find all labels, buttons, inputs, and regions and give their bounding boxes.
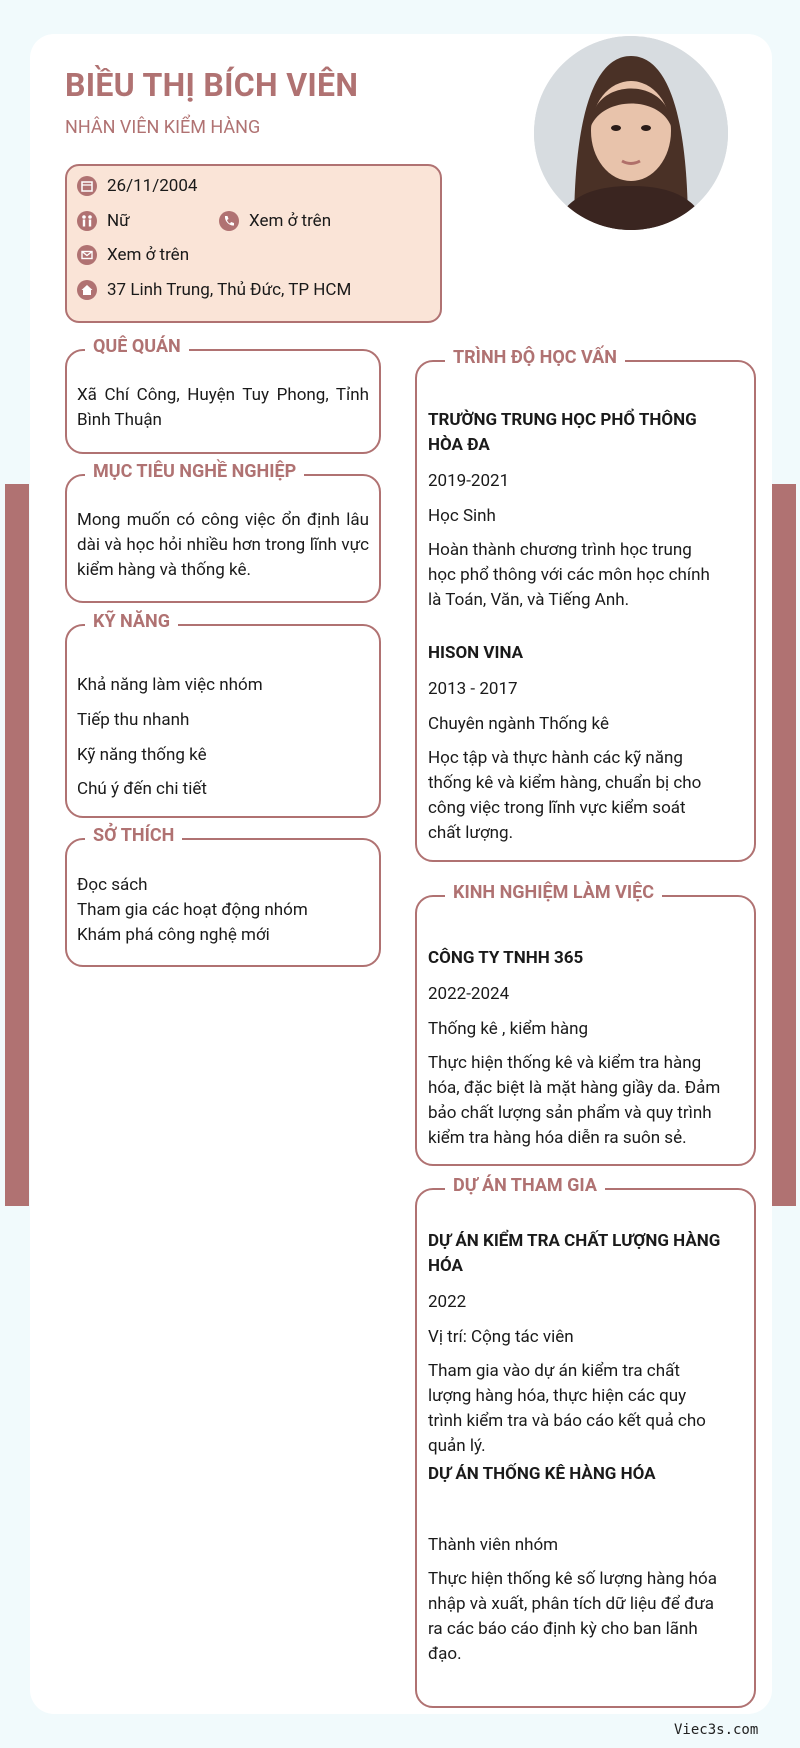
contact-phone: Xem ở trên — [219, 211, 331, 231]
projects-title: DỰ ÁN THAM GIA — [445, 1175, 605, 1196]
hobbies-section — [65, 825, 381, 967]
hometown-title: QUÊ QUÁN — [85, 336, 189, 357]
skills-section — [65, 611, 381, 818]
hobbies-title: SỞ THÍCH — [85, 825, 182, 846]
hobby-item: Khám phá công nghệ mới — [77, 925, 270, 945]
education-position: Chuyên ngành Thống kê — [428, 714, 609, 734]
hometown-section — [65, 336, 381, 454]
experience-position: Thống kê , kiểm hàng — [428, 1019, 589, 1039]
education-section — [415, 347, 756, 862]
projects-section — [415, 1175, 756, 1708]
objective-text: Mong muốn có công việc ổn định lâu dài và học hỏi nhiều hơn trong lĩnh vực kiểm hàng và thống kê. — [77, 510, 369, 580]
candidate-name: BIỀU THỊ BÍCH VIÊN — [65, 66, 359, 104]
contact-email: Xem ở trên — [77, 245, 189, 265]
experience-period: 2022-2024 — [428, 984, 510, 1004]
home-icon — [77, 280, 97, 300]
project-name: DỰ ÁN THỐNG KÊ HÀNG HÓA — [428, 1464, 656, 1484]
experience-title: KINH NGHIỆM LÀM VIỆC — [445, 882, 662, 903]
education-school: HISON VINA — [428, 643, 524, 663]
project-name: DỰ ÁN KIỂM TRA CHẤT LƯỢNG HÀNG HÓA — [428, 1231, 721, 1276]
calendar-icon — [77, 176, 97, 196]
watermark: Viec3s.com — [674, 1722, 759, 1738]
education-period: 2013 - 2017 — [428, 679, 518, 699]
phone-icon — [219, 211, 239, 231]
objective-section — [65, 461, 381, 603]
education-description: Hoàn thành chương trình học trung học phổ thông với các môn học chính là Toán, Văn, và Tiếng Anh. — [428, 540, 710, 610]
experience-description: Thực hiện thống kê và kiểm tra hàng hóa, đặc biệt là mặt hàng giầy da. Đảm bảo chất lượng sản phẩm và quy trình kiểm tra hàng hóa diễn ra suôn sẻ. — [428, 1053, 721, 1148]
contact-address: 37 Linh Trung, Thủ Đức, TP HCM — [77, 280, 351, 300]
skill-item: Khả năng làm việc nhóm — [77, 675, 263, 695]
experience-section — [415, 882, 756, 1166]
project-position: Vị trí: Cộng tác viên — [428, 1327, 574, 1347]
hobby-item: Đọc sách — [77, 875, 148, 895]
project-position: Thành viên nhóm — [428, 1535, 559, 1555]
project-period: 2022 — [428, 1292, 467, 1312]
hometown-text: Xã Chí Công, Huyện Tuy Phong, Tỉnh Bình Thuận — [77, 385, 369, 430]
education-period: 2019-2021 — [428, 471, 510, 491]
education-title: TRÌNH ĐỘ HỌC VẤN — [445, 347, 625, 368]
candidate-role: NHÂN VIÊN KIỂM HÀNG — [65, 117, 261, 138]
skill-item: Tiếp thu nhanh — [77, 710, 190, 730]
profile-photo — [534, 36, 728, 230]
experience-company: CÔNG TY TNHH 365 — [428, 948, 584, 968]
project-description: Tham gia vào dự án kiểm tra chất lượng hàng hóa, thực hiện các quy trình kiểm tra và báo cáo kết quả cho quản lý. — [428, 1361, 706, 1456]
project-description: Thực hiện thống kê số lượng hàng hóa nhập và xuất, phân tích dữ liệu để đưa ra các báo cáo định kỳ cho ban lãnh đạo. — [428, 1569, 717, 1664]
decorative-bar-right — [772, 484, 796, 1206]
education-position: Học Sinh — [428, 506, 496, 526]
objective-title: MỤC TIÊU NGHỀ NGHIỆP — [85, 461, 304, 482]
contact-birthday: 26/11/2004 — [77, 176, 197, 196]
gender-icon — [77, 211, 97, 231]
skill-item: Kỹ năng thống kê — [77, 745, 207, 765]
education-description: Học tập và thực hành các kỹ năng thống kê và kiểm hàng, chuẩn bị cho công việc trong lĩnh vực kiểm soát chất lượng. — [428, 748, 702, 843]
education-school: TRƯỜNG TRUNG HỌC PHỔ THÔNG HÒA ĐA — [428, 410, 697, 455]
hobby-item: Tham gia các hoạt động nhóm — [77, 900, 308, 920]
email-icon — [77, 245, 97, 265]
skill-item: Chú ý đến chi tiết — [77, 779, 207, 799]
skills-title: KỸ NĂNG — [85, 611, 178, 632]
decorative-bar-left — [5, 484, 29, 1206]
contact-gender: Nữ — [77, 211, 130, 231]
